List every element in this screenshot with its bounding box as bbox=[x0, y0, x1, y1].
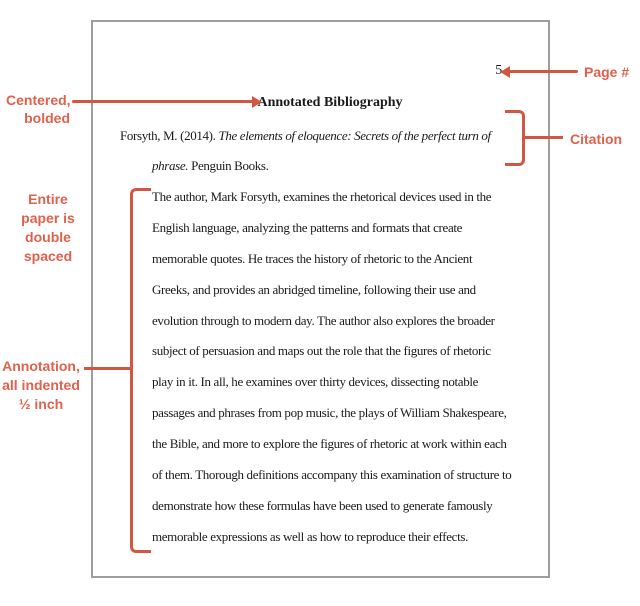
callout-indented-line1: Annotation, bbox=[2, 358, 80, 374]
annotation-connector-line bbox=[84, 367, 131, 370]
callout-double-spaced-line2: paper is bbox=[21, 210, 75, 226]
annotation-line: English language, analyzing the patterns and formats that create bbox=[152, 219, 463, 235]
citation-line-1 bbox=[120, 128, 491, 144]
annotation-line: the Bible, and more to explore the figures of rhetoric at work within each bbox=[152, 436, 507, 452]
citation-publisher: Penguin Books. bbox=[188, 158, 269, 173]
annotation-line: Greeks, and provides an abridged timeline, following their use and bbox=[152, 281, 476, 297]
document-title: Annotated Bibliography bbox=[257, 95, 403, 110]
annotation-line: The author, Mark Forsyth, examines the rhetorical devices used in the bbox=[152, 189, 492, 204]
citation-author-year: Forsyth, M. (2014). bbox=[120, 128, 219, 143]
citation-line-2 bbox=[152, 158, 269, 174]
callout-double-spaced bbox=[16, 190, 80, 266]
callout-centered-bolded bbox=[6, 91, 70, 127]
annotation-line: evolution through to modern day. The author also explores the broader bbox=[152, 312, 495, 328]
page-number: 5 bbox=[495, 63, 502, 78]
page-number-arrow-line bbox=[508, 70, 578, 73]
annotation-line: of them. Thorough definitions accompany this examination of structure to bbox=[152, 467, 512, 483]
callout-page-number: Page # bbox=[584, 64, 630, 80]
annotation-line: demonstrate how these formulas have been used to generate famously bbox=[152, 497, 493, 513]
annotation-line: passages and phrases from pop music, the plays of William Shakespeare, bbox=[152, 405, 507, 421]
title-arrow-line bbox=[72, 100, 254, 103]
citation-connector-line bbox=[523, 136, 563, 139]
callout-indented bbox=[0, 357, 82, 414]
annotation-line: memorable expressions as well as how to reproduce their effects. bbox=[152, 528, 468, 544]
citation-title-part1: The elements of eloquence: Secrets of the perfect turn of bbox=[218, 128, 491, 143]
annotation-line: memorable quotes. He traces the history of rhetoric to the Ancient bbox=[152, 250, 473, 266]
page-number-arrow-head-icon bbox=[500, 66, 510, 78]
callout-double-spaced-line1: Entire bbox=[28, 191, 68, 207]
annotation-bracket bbox=[130, 188, 151, 553]
annotation-line: subject of persuasion and maps out the role that the figures of rhetoric bbox=[152, 343, 491, 359]
callout-citation: Citation bbox=[570, 131, 623, 147]
callout-centered-bolded-line1: Centered, bbox=[6, 92, 71, 108]
annotation-line: play in it. In all, he examines over thirty devices, dissecting notable bbox=[152, 374, 479, 390]
citation-bracket bbox=[505, 110, 525, 166]
callout-indented-line3: ½ inch bbox=[18, 396, 64, 412]
callout-centered-bolded-line2: bolded bbox=[24, 110, 70, 126]
callout-double-spaced-line3: double bbox=[25, 229, 71, 245]
callout-double-spaced-line4: spaced bbox=[23, 248, 73, 264]
citation-title-part2: phrase. bbox=[152, 158, 189, 173]
title-arrow-head-icon bbox=[252, 96, 262, 108]
callout-indented-line2: all indented bbox=[2, 377, 80, 393]
annotation-paragraph bbox=[152, 182, 550, 553]
